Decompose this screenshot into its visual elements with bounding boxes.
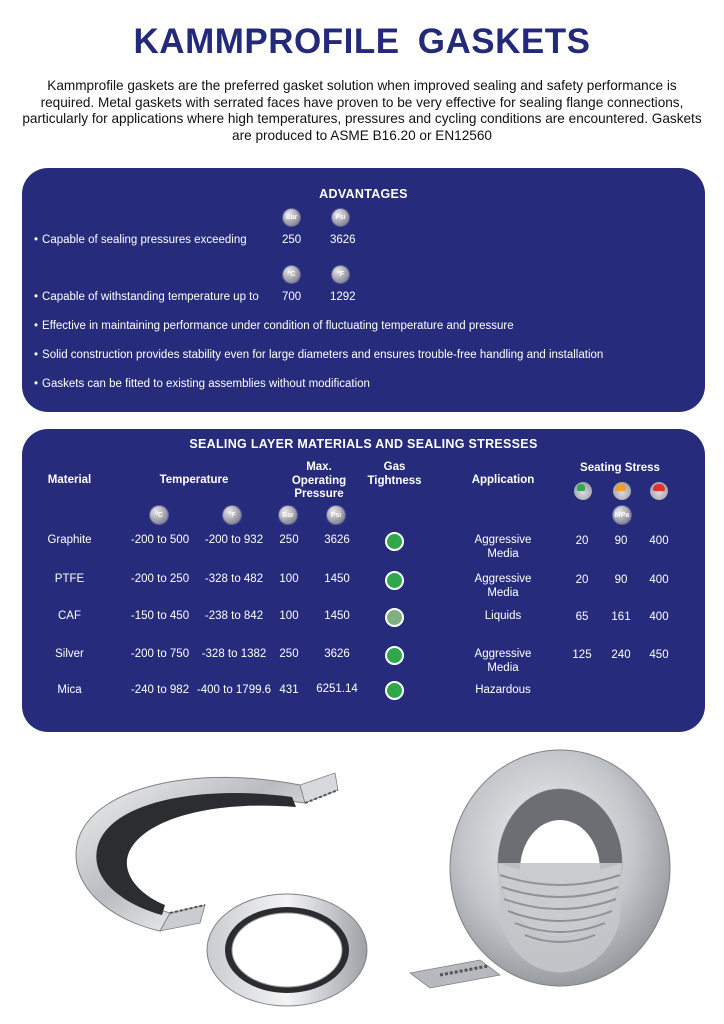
stress-mpa-cell: 90 [614,574,628,586]
page-title: KAMMPROFILE GASKETS [133,22,591,61]
pressure-label: • Capable of sealing pressures exceeding [34,234,247,246]
stress-low-cell: 20 [575,535,589,547]
ring-gasket-image [207,894,367,1006]
gas-tightness-indicator [385,532,404,551]
fahrenheit-unit-badge: °F [332,266,349,283]
mpa-unit-badge: MPa [613,506,631,524]
gas-tightness-indicator [385,681,404,700]
bar-cell: 431 [279,684,299,696]
bar-cell: 250 [279,534,299,546]
stress-low-cell: 65 [575,611,589,623]
temp-f-cell: -328 to 1382 [201,648,267,660]
temp-c-cell: -200 to 500 [130,534,190,546]
medium-stress-indicator-icon [613,482,631,500]
gas-tightness-indicator [385,646,404,665]
material-cell: CAF [58,610,81,622]
stress-mpa-cell: 161 [611,611,631,623]
gas-tightness-indicator [385,608,404,627]
material-cell: PTFE [54,573,85,585]
advantage-bullet: • Solid construction provides stability even for large diameters and ensures trouble-free handling and installation [34,349,603,361]
header-material: Material [47,474,92,486]
application-cell: Aggressive Media [474,534,532,560]
application-cell: Hazardous [475,684,531,696]
psi-cell: 1450 [324,573,350,585]
stress-high-cell: 400 [649,535,669,547]
stress-low-cell: 125 [572,649,592,661]
bar-unit-badge: Bar [279,506,297,524]
psi-unit-badge: Psi [332,209,349,226]
advantage-bullet: • Gaskets can be fitted to existing assemblies without modification [34,378,370,390]
intro-paragraph: Kammprofile gaskets are the preferred gasket solution when improved sealing and safety performance is required. Metal gaskets with serrated faces have proven to be very effective for sealing flange connections, particularly for applications where high temperatures, pressures and cycling conditions are encountered. Gaskets are produced to ASME B16.20 or EN12560 [22,78,702,143]
psi-cell: 6251.14 [316,683,358,695]
material-cell: Graphite [47,534,92,546]
stress-mpa-cell: 240 [611,649,631,661]
temp-f-cell: -200 to 932 [204,534,264,546]
temp-c-cell: -150 to 450 [130,610,190,622]
psi-cell: 3626 [324,534,350,546]
fahrenheit-unit-badge: °F [223,506,241,524]
application-cell: Aggressive Media [474,648,532,674]
temp-f-cell: -400 to 1799.6 [196,684,272,696]
gas-tightness-indicator [385,571,404,590]
temperature-f-value: 1292 [330,291,356,303]
advantages-title: ADVANTAGES [319,187,408,201]
application-cell: Aggressive Media [474,573,532,599]
temperature-c-value: 700 [282,291,302,303]
bar-unit-badge: Bar [283,209,300,226]
sealing-materials-panel [22,429,705,732]
gasket-product-images [0,745,724,1024]
kammprofile-gasket-image [410,750,670,988]
pressure-psi-value: 3626 [330,234,356,246]
temperature-label: • Capable of withstanding temperature up to [34,291,259,303]
header-seating-stress: Seating Stress [580,462,660,474]
bar-cell: 100 [279,610,299,622]
bar-cell: 250 [279,648,299,660]
application-cell: Liquids [484,610,522,622]
header-gas-tightness: Gas Tightness [367,461,422,487]
header-max-pressure: Max. Operating Pressure [291,461,347,500]
temp-c-cell: -240 to 982 [130,684,190,696]
psi-cell: 1450 [324,610,350,622]
bar-cell: 100 [279,573,299,585]
psi-unit-badge: Psi [327,506,345,524]
temp-f-cell: -328 to 482 [204,573,264,585]
material-cell: Silver [55,648,84,660]
stress-low-cell: 20 [575,574,589,586]
temp-c-cell: -200 to 250 [130,573,190,585]
temp-f-cell: -238 to 842 [204,610,264,622]
stress-high-cell: 450 [649,649,669,661]
advantages-panel [22,168,705,412]
celsius-unit-badge: °C [283,266,300,283]
header-application: Application [471,474,535,486]
celsius-unit-badge: °C [150,506,168,524]
advantage-bullet: • Effective in maintaining performance under condition of fluctuating temperature and pressure [34,320,514,332]
pressure-bar-value: 250 [282,234,302,246]
stress-high-cell: 400 [649,574,669,586]
temp-c-cell: -200 to 750 [130,648,190,660]
material-cell: Mica [57,684,82,696]
header-temperature: Temperature [159,474,229,486]
low-stress-indicator-icon [574,482,592,500]
high-stress-indicator-icon [650,482,668,500]
psi-cell: 3626 [324,648,350,660]
stress-mpa-cell: 90 [614,535,628,547]
stress-high-cell: 400 [649,611,669,623]
sealing-title: SEALING LAYER MATERIALS AND SEALING STRESSES [189,437,538,451]
